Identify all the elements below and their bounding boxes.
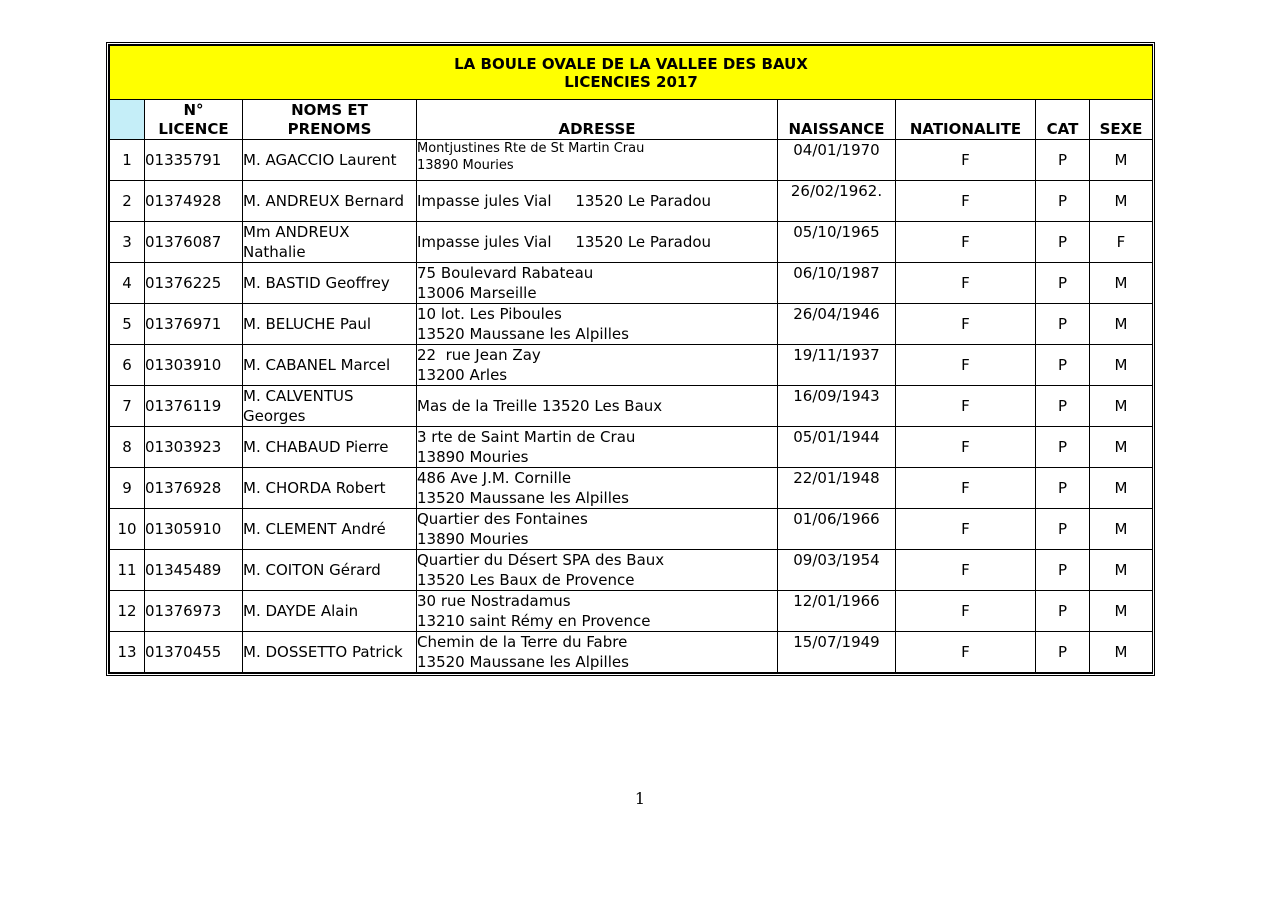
nationality-cell: F: [896, 468, 1036, 509]
category-cell: P: [1036, 427, 1090, 468]
nationality-cell: F: [896, 632, 1036, 673]
nationality-cell: F: [896, 591, 1036, 632]
table-row: [110, 140, 1153, 181]
member-name-cell: M. CALVENTUS Georges: [243, 386, 417, 427]
nationality-cell: F: [896, 509, 1036, 550]
table-row: [110, 550, 1153, 591]
table-row: [110, 345, 1153, 386]
member-name-cell: M. DAYDE Alain: [243, 591, 417, 632]
address-line-2: 13210 saint Rémy en Provence: [417, 612, 651, 630]
sex-cell: M: [1090, 140, 1153, 181]
table-title: [110, 46, 1153, 100]
sex-cell: M: [1090, 345, 1153, 386]
address-cell: [417, 181, 778, 222]
address-line-1: Quartier des Fontaines: [417, 510, 588, 528]
nationality-cell: F: [896, 222, 1036, 263]
address-cell: [417, 263, 778, 304]
sex-cell: M: [1090, 386, 1153, 427]
address-line-2: 13890 Mouries: [417, 530, 529, 548]
row-number-cell: 5: [110, 304, 145, 345]
address-cell: [417, 550, 778, 591]
address-cell: [417, 345, 778, 386]
birth-date-cell: 16/09/1943: [778, 386, 896, 427]
nationality-cell: F: [896, 345, 1036, 386]
table-row: [110, 263, 1153, 304]
nationality-cell: F: [896, 386, 1036, 427]
address-line-2: 13520 Maussane les Alpilles: [417, 653, 629, 671]
licence-number-cell: 01376973: [145, 591, 243, 632]
member-name-cell: M. CHABAUD Pierre: [243, 427, 417, 468]
address-line-1: Montjustines Rte de St Martin Crau: [417, 141, 645, 156]
sex-cell: M: [1090, 468, 1153, 509]
table-row: [110, 591, 1153, 632]
category-cell: P: [1036, 591, 1090, 632]
address-cell: [417, 468, 778, 509]
address-line-2: 13890 Mouries: [417, 448, 529, 466]
nationality-cell: F: [896, 181, 1036, 222]
table-row: [110, 386, 1153, 427]
row-number-cell: 12: [110, 591, 145, 632]
nationality-cell: F: [896, 304, 1036, 345]
table-row: [110, 181, 1153, 222]
sex-cell: M: [1090, 263, 1153, 304]
member-name-cell: M. CLEMENT André: [243, 509, 417, 550]
header-licence-line-1: N°: [183, 101, 204, 119]
sex-cell: M: [1090, 304, 1153, 345]
address-line-1: Impasse jules Vial 13520 Le Paradou: [417, 233, 712, 251]
member-name-cell: M. BASTID Geoffrey: [243, 263, 417, 304]
row-number-cell: 9: [110, 468, 145, 509]
header-nationality: NATIONALITE: [896, 100, 1036, 140]
licence-number-cell: 01376225: [145, 263, 243, 304]
address-line-1: Quartier du Désert SPA des Baux: [417, 551, 665, 569]
address-line-1: 75 Boulevard Rabateau: [417, 264, 594, 282]
category-cell: P: [1036, 181, 1090, 222]
member-name-cell: M. CABANEL Marcel: [243, 345, 417, 386]
member-name-cell: M. BELUCHE Paul: [243, 304, 417, 345]
member-name-cell: M. AGACCIO Laurent: [243, 140, 417, 181]
category-cell: P: [1036, 632, 1090, 673]
address-cell: [417, 427, 778, 468]
address-line-1: 22 rue Jean Zay: [417, 346, 541, 364]
birth-date-cell: 05/01/1944: [778, 427, 896, 468]
sex-cell: M: [1090, 427, 1153, 468]
category-cell: P: [1036, 550, 1090, 591]
category-cell: P: [1036, 304, 1090, 345]
address-cell: [417, 304, 778, 345]
licence-number-cell: 01345489: [145, 550, 243, 591]
row-number-cell: 13: [110, 632, 145, 673]
sex-cell: M: [1090, 591, 1153, 632]
address-line-2: 13006 Marseille: [417, 284, 537, 302]
sex-cell: M: [1090, 550, 1153, 591]
sex-cell: M: [1090, 509, 1153, 550]
category-cell: P: [1036, 468, 1090, 509]
sex-cell: M: [1090, 632, 1153, 673]
nationality-cell: F: [896, 427, 1036, 468]
birth-date-cell: 26/02/1962.: [778, 181, 896, 222]
address-line-1: 3 rte de Saint Martin de Crau: [417, 428, 636, 446]
row-number-cell: 7: [110, 386, 145, 427]
title-line-2: LICENCIES 2017: [564, 72, 698, 91]
nationality-cell: F: [896, 263, 1036, 304]
row-number-cell: 11: [110, 550, 145, 591]
licence-number-cell: 01303923: [145, 427, 243, 468]
category-cell: P: [1036, 222, 1090, 263]
birth-date-cell: 05/10/1965: [778, 222, 896, 263]
category-cell: P: [1036, 263, 1090, 304]
table-body: [110, 140, 1153, 673]
birth-date-cell: 15/07/1949: [778, 632, 896, 673]
birth-date-cell: 06/10/1987: [778, 263, 896, 304]
address-line-1: 30 rue Nostradamus: [417, 592, 571, 610]
birth-date-cell: 01/06/1966: [778, 509, 896, 550]
row-number-cell: 10: [110, 509, 145, 550]
address-cell: [417, 509, 778, 550]
address-cell: [417, 140, 778, 181]
row-number-cell: 4: [110, 263, 145, 304]
header-name-line-2: PRENOMS: [287, 120, 372, 138]
row-number-cell: 6: [110, 345, 145, 386]
licence-table: [109, 45, 1153, 673]
page-number: 1: [634, 789, 646, 808]
table-row: [110, 222, 1153, 263]
member-name-cell: M. COITON Gérard: [243, 550, 417, 591]
table-row: [110, 509, 1153, 550]
licence-number-cell: 01303910: [145, 345, 243, 386]
address-line-1: 10 lot. Les Piboules: [417, 305, 562, 323]
birth-date-cell: 22/01/1948: [778, 468, 896, 509]
category-cell: P: [1036, 509, 1090, 550]
category-cell: P: [1036, 140, 1090, 181]
address-cell: [417, 591, 778, 632]
licence-table-frame: [106, 42, 1155, 676]
licence-number-cell: 01376928: [145, 468, 243, 509]
address-line-1: Impasse jules Vial 13520 Le Paradou: [417, 192, 712, 210]
sex-cell: M: [1090, 181, 1153, 222]
birth-date-cell: 12/01/1966: [778, 591, 896, 632]
row-number-cell: 8: [110, 427, 145, 468]
header-birth: NAISSANCE: [778, 100, 896, 140]
address-line-2: 13890 Mouries: [417, 158, 514, 173]
table-row: [110, 427, 1153, 468]
birth-date-cell: 26/04/1946: [778, 304, 896, 345]
address-line-2: 13520 Maussane les Alpilles: [417, 325, 629, 343]
row-number-cell: 3: [110, 222, 145, 263]
address-line-2: 13520 Les Baux de Provence: [417, 571, 635, 589]
sex-cell: F: [1090, 222, 1153, 263]
table-row: [110, 468, 1153, 509]
licence-number-cell: 01376971: [145, 304, 243, 345]
category-cell: P: [1036, 386, 1090, 427]
address-cell: [417, 632, 778, 673]
member-name-cell: M. DOSSETTO Patrick: [243, 632, 417, 673]
column-header-row: [110, 100, 1153, 140]
member-name-cell: M. CHORDA Robert: [243, 468, 417, 509]
header-sex: SEXE: [1090, 100, 1153, 140]
category-cell: P: [1036, 345, 1090, 386]
nationality-cell: F: [896, 550, 1036, 591]
header-category: CAT: [1036, 100, 1090, 140]
header-address: ADRESSE: [417, 100, 778, 140]
row-number-cell: 2: [110, 181, 145, 222]
birth-date-cell: 19/11/1937: [778, 345, 896, 386]
member-name-cell: M. ANDREUX Bernard: [243, 181, 417, 222]
row-number-cell: 1: [110, 140, 145, 181]
licence-number-cell: 01335791: [145, 140, 243, 181]
address-line-2: 13520 Maussane les Alpilles: [417, 489, 629, 507]
birth-date-cell: 09/03/1954: [778, 550, 896, 591]
nationality-cell: F: [896, 140, 1036, 181]
header-licence: [145, 100, 243, 140]
header-name-line-1: NOMS ET: [291, 101, 368, 119]
licence-number-cell: 01305910: [145, 509, 243, 550]
address-cell: [417, 386, 778, 427]
table-row: [110, 304, 1153, 345]
address-cell: [417, 222, 778, 263]
header-num: [110, 100, 145, 140]
address-line-1: Chemin de la Terre du Fabre: [417, 633, 628, 651]
address-line-1: Mas de la Treille 13520 Les Baux: [417, 397, 663, 415]
birth-date-cell: 04/01/1970: [778, 140, 896, 181]
address-line-2: 13200 Arles: [417, 366, 508, 384]
table-row: [110, 632, 1153, 673]
title-line-1: LA BOULE OVALE DE LA VALLEE DES BAUX: [454, 54, 808, 73]
header-name: [243, 100, 417, 140]
licence-number-cell: 01376119: [145, 386, 243, 427]
licence-number-cell: 01374928: [145, 181, 243, 222]
licence-number-cell: 01370455: [145, 632, 243, 673]
address-line-1: 486 Ave J.M. Cornille: [417, 469, 572, 487]
member-name-cell: Mm ANDREUX Nathalie: [243, 222, 417, 263]
header-licence-line-2: LICENCE: [158, 120, 229, 138]
licence-number-cell: 01376087: [145, 222, 243, 263]
